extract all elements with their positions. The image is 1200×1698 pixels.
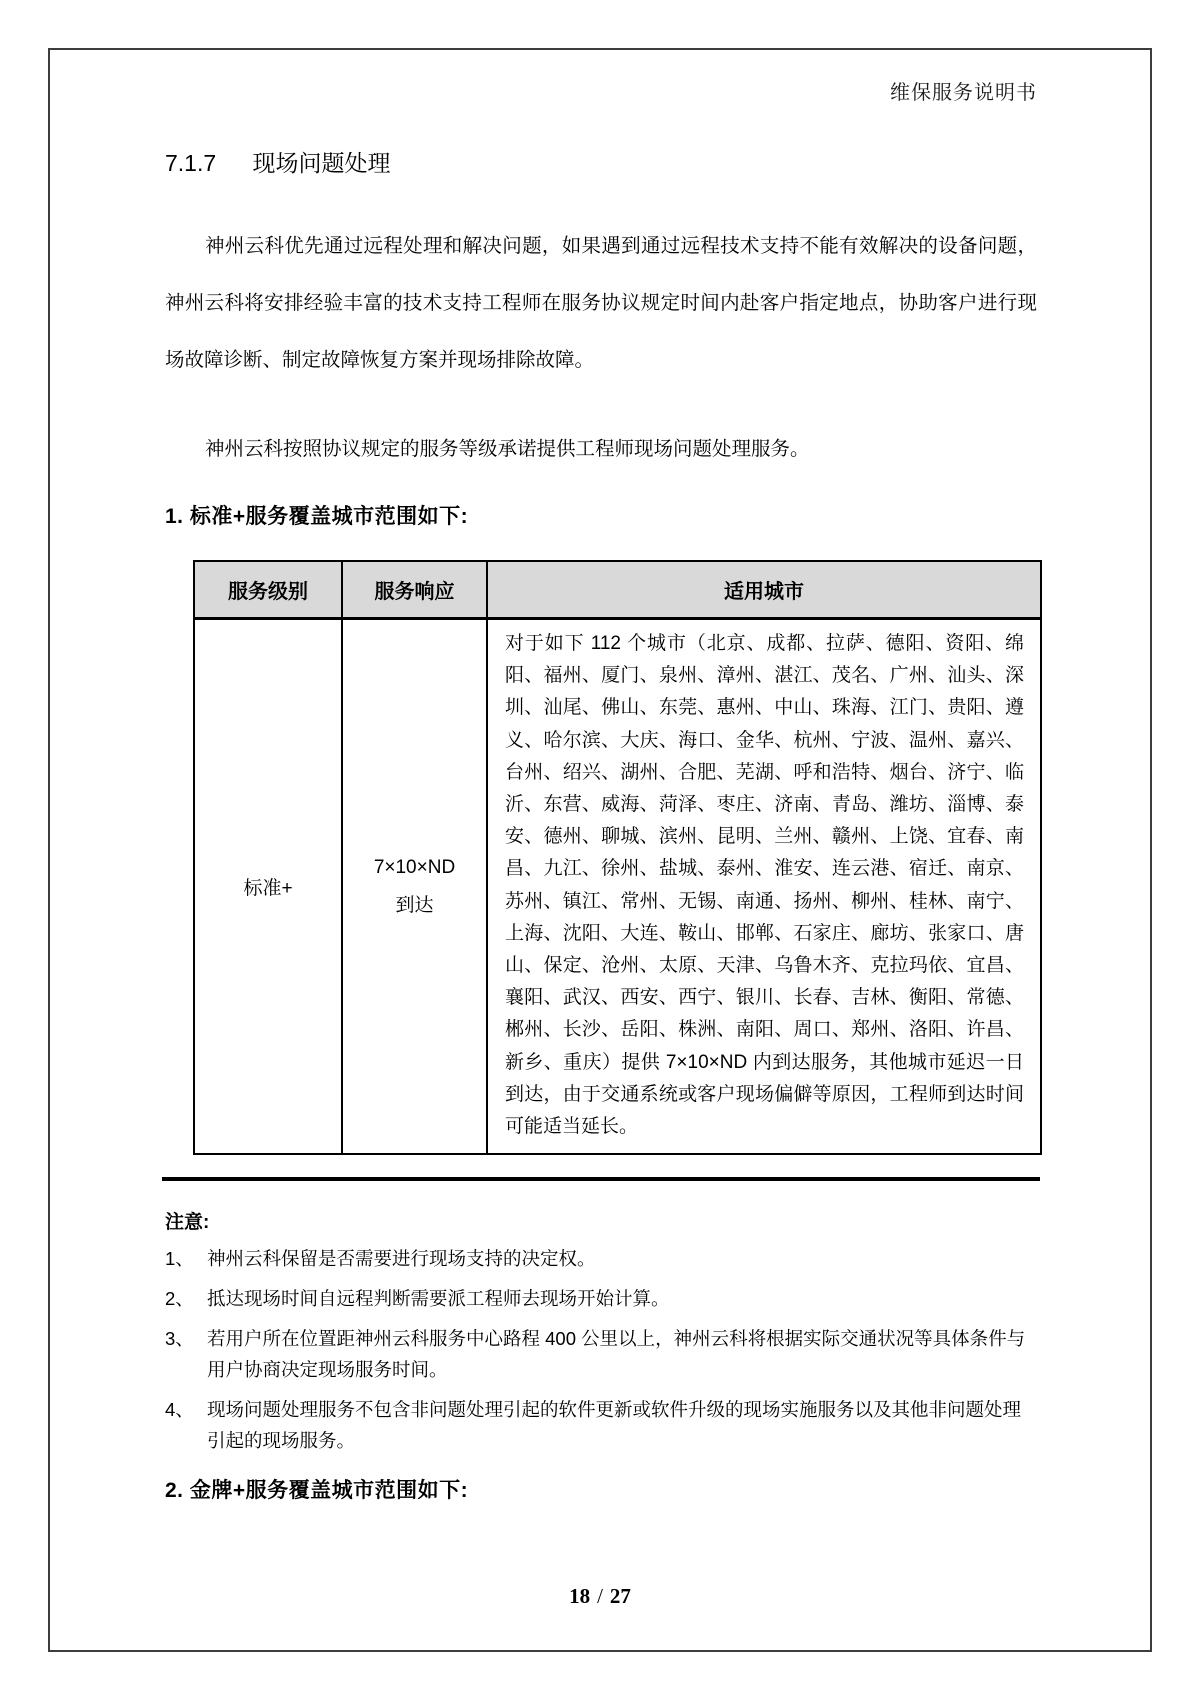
service-response-line1: 7×10×ND [373, 856, 456, 878]
note-item-4 [165, 1394, 1037, 1456]
table-header-row [194, 561, 1041, 619]
divider-rule [162, 1177, 1040, 1181]
subheading-standard-plus: 1. 标准+服务覆盖城市范围如下: [165, 505, 469, 528]
page-content [165, 0, 1037, 1504]
note-item-1 [165, 1243, 1037, 1274]
note-item-3 [165, 1323, 1037, 1385]
note-number: 4、 [165, 1399, 194, 1421]
subheading-gold-plus: 2. 金牌+服务覆盖城市范围如下: [165, 1479, 469, 1503]
notes-label: 注意: [165, 1212, 210, 1234]
note-text: 若用户所在位置距神州云科服务中心路程 400 公里以上，神州云科将根据实际交通状况等具体条件与用户协商决定现场服务时间。 [207, 1328, 1026, 1381]
note-number: 1、 [165, 1248, 194, 1270]
page-number-footer [0, 1584, 1200, 1609]
paragraph-service-level: 神州云科按照协议规定的服务等级承诺提供工程师现场问题处理服务。 [205, 438, 810, 460]
header-service-level: 服务级别 [194, 561, 342, 619]
note-item-2 [165, 1283, 1037, 1314]
section-heading [165, 145, 1037, 178]
service-response-line2: 到达 [395, 894, 434, 916]
total-pages: 27 [609, 1584, 631, 1608]
header-applicable-cities: 适用城市 [487, 561, 1041, 619]
section-number: 7.1.7 [165, 150, 217, 176]
service-response-cell [342, 619, 487, 1155]
service-level-cell: 标准+ [194, 619, 342, 1155]
page-number-separator: / [597, 1584, 603, 1608]
section-title: 现场问题处理 [252, 150, 391, 176]
table-body-row [194, 619, 1041, 1155]
document-header-title: 维保服务说明书 [890, 82, 1037, 104]
note-text: 神州云科保留是否需要进行现场支持的决定权。 [207, 1248, 596, 1270]
note-text: 现场问题处理服务不包含非问题处理引起的软件更新或软件升级的现场实施服务以及其他非问题处理引起的现场服务。 [207, 1399, 1022, 1452]
document-header [165, 76, 1037, 105]
note-text: 抵达现场时间自远程判断需要派工程师去现场开始计算。 [207, 1288, 670, 1310]
note-number: 3、 [165, 1328, 194, 1350]
paragraph-remote-handling: 神州云科优先通过远程处理和解决问题，如果遇到通过远程技术支持不能有效解决的设备问题，神州云科将安排经验丰富的技术支持工程师在服务协议规定时间内赴客户指定地点，协助客户进行现场故障诊断、制定故障恢复方案并现场排除故障。 [165, 235, 1037, 371]
notes-list [165, 1243, 1037, 1456]
applicable-cities-cell: 对于如下 112 个城市（北京、成都、拉萨、德阳、资阳、绵阳、福州、厦门、泉州、漳州、湛江、茂名、广州、汕头、深圳、汕尾、佛山、东莞、惠州、中山、珠海、江门、贵阳、遵义、哈尔滨、大庆、海口、金华、杭州、宁波、温州、嘉兴、台州、绍兴、湖州、合肥、芜湖、呼和浩特、烟台、济宁、临沂、东营、威海、菏泽、枣庄、济南、青岛、潍坊、淄博、泰安、德州、聊城、滨州、昆明、兰州、赣州、上饶、宜春、南昌、九江、徐州、盐城、泰州、淮安、连云港、宿迁、南京、苏州、镇江、常州、无锡、南通、扬州、柳州、桂林、南宁、上海、沈阳、大连、鞍山、邯郸、石家庄、廊坊、张家口、唐山、保定、沧州、太原、天津、乌鲁木齐、克拉玛依、宜昌、襄阳、武汉、西安、西宁、银川、长春、吉林、衡阳、常德、郴州、长沙、岳阳、株洲、南阳、周口、郑州、洛阳、许昌、新乡、重庆）提供 7×10×ND 内到达服务，其他城市延迟一日到达，由于交通系统或客户现场偏僻等原因，工程师到达时间可能适当延长。 [487, 619, 1041, 1155]
note-number: 2、 [165, 1288, 194, 1310]
service-coverage-table [193, 560, 1042, 1155]
header-service-response: 服务响应 [342, 561, 487, 619]
current-page-number: 18 [569, 1584, 591, 1608]
